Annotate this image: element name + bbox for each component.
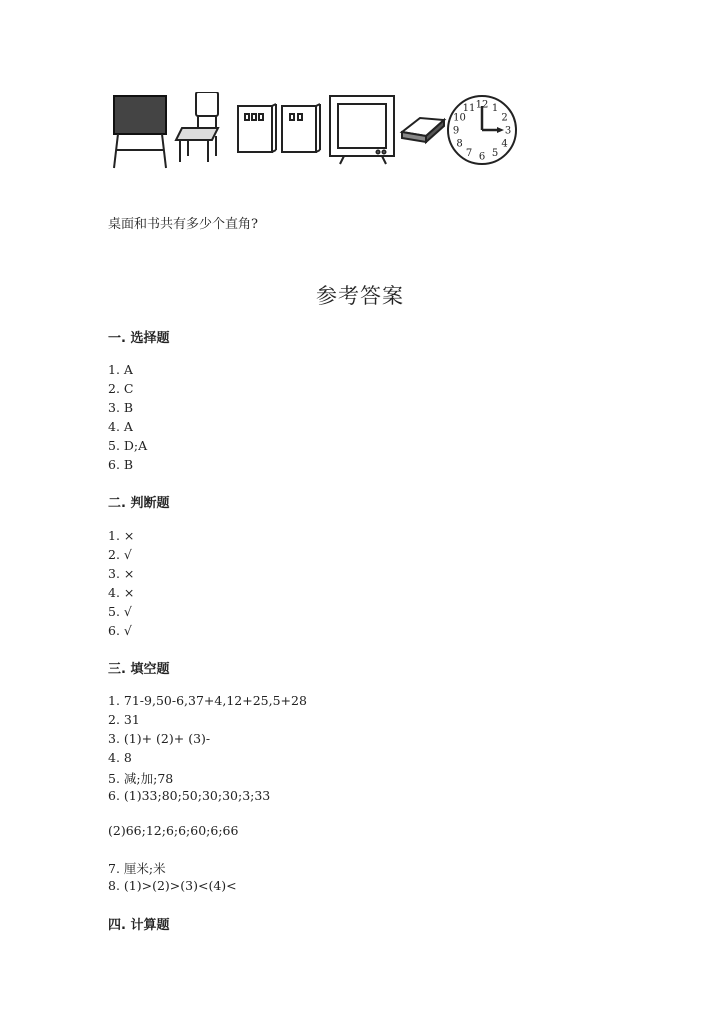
clock-numeral: 6 bbox=[478, 151, 486, 163]
answer-line: 6. √ bbox=[108, 623, 132, 638]
answer-line: 6. (1)33;80;50;30;30;3;33 bbox=[108, 788, 271, 803]
clock-numeral: 7 bbox=[465, 148, 473, 159]
clock-numeral: 10 bbox=[453, 112, 466, 124]
answer-line: 6. B bbox=[108, 457, 134, 472]
answer-line: 8. (1)>(2)>(3)<(4)< bbox=[108, 878, 237, 893]
clock-numeral: 9 bbox=[452, 125, 460, 137]
clock-icon bbox=[448, 96, 516, 164]
answer-title: 参考答案 bbox=[316, 284, 404, 308]
answer-line: 4. A bbox=[108, 419, 133, 434]
blackboard-icon bbox=[114, 96, 166, 168]
monitor-icon bbox=[330, 96, 394, 164]
section-title: 二. 判断题 bbox=[108, 496, 170, 511]
clock-numeral: 1 bbox=[491, 103, 499, 114]
answer-line: 1. 71-9,50-6,37+4,12+25,5+28 bbox=[108, 693, 307, 708]
answer-line: 5. D;A bbox=[108, 438, 148, 453]
clock-numeral: 8 bbox=[456, 138, 463, 150]
answer-line: (2)66;12;6;6;60;6;66 bbox=[108, 823, 239, 838]
answer-line: 5. √ bbox=[108, 604, 132, 619]
book-icon bbox=[282, 104, 320, 152]
answer-line: 5. 减;加;78 bbox=[108, 771, 174, 786]
answer-line: 3. × bbox=[108, 566, 135, 581]
section-title: 三. 填空题 bbox=[108, 662, 170, 677]
clock-numeral: 12 bbox=[475, 99, 489, 111]
section-title: 一. 选择题 bbox=[108, 331, 170, 346]
answer-line: 1. A bbox=[108, 362, 133, 377]
clock-numeral: 2 bbox=[501, 112, 508, 124]
chair-icon bbox=[176, 92, 218, 162]
book-icon bbox=[238, 104, 276, 152]
clock-numeral: 3 bbox=[504, 125, 512, 137]
answer-line: 3. (1)+ (2)+ (3)- bbox=[108, 731, 211, 746]
clock-numeral: 5 bbox=[491, 148, 499, 159]
section-title: 四. 计算题 bbox=[108, 918, 170, 933]
answer-line: 4. 8 bbox=[108, 750, 132, 765]
answer-line: 3. B bbox=[108, 400, 134, 415]
question-text: 桌面和书共有多少个直角? bbox=[108, 217, 258, 232]
eraser-icon bbox=[402, 118, 444, 142]
answer-line: 2. √ bbox=[108, 547, 132, 562]
answer-line: 2. 31 bbox=[108, 712, 140, 727]
answer-line: 1. × bbox=[108, 528, 135, 543]
answer-line: 4. × bbox=[108, 585, 135, 600]
clock-numeral: 11 bbox=[462, 103, 476, 114]
clock-numeral: 4 bbox=[501, 138, 508, 150]
answer-line: 7. 厘米;米 bbox=[108, 861, 166, 876]
answer-line: 2. C bbox=[108, 381, 134, 396]
figure-row bbox=[108, 92, 528, 172]
